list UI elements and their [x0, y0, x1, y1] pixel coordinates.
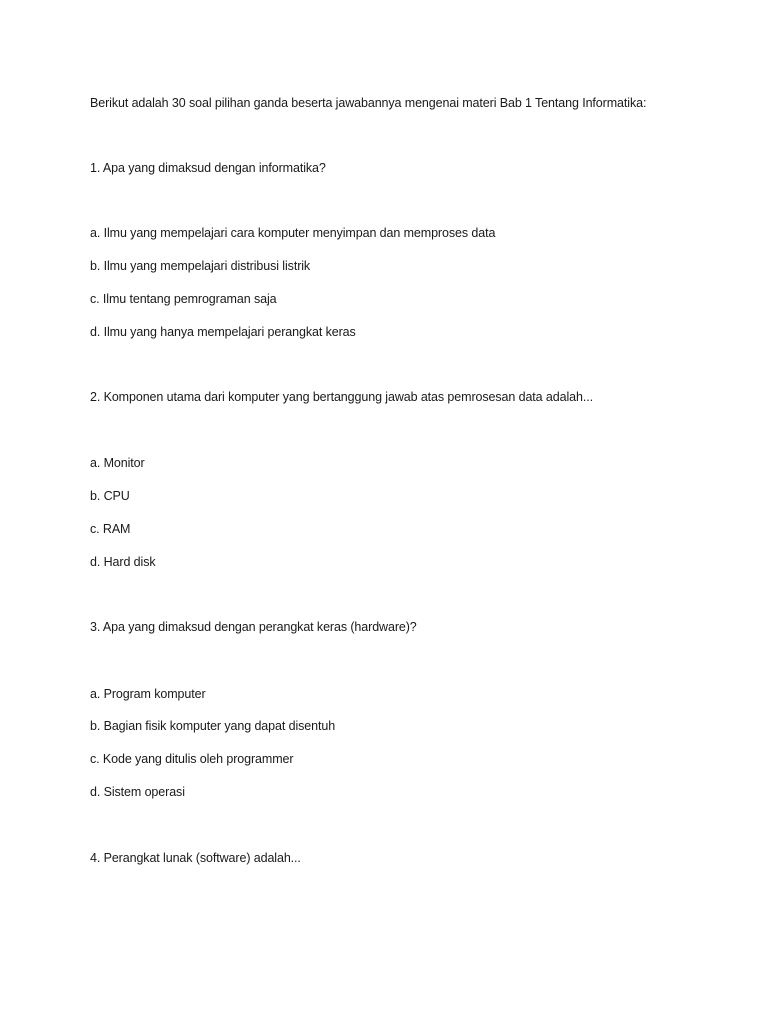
question-1-option-c: c. Ilmu tentang pemrograman saja [90, 292, 277, 306]
question-1-text: 1. Apa yang dimaksud dengan informatika? [90, 161, 326, 175]
question-3-option-d: d. Sistem operasi [90, 785, 185, 799]
question-2-option-b: b. CPU [90, 489, 130, 503]
question-3-option-c: c. Kode yang ditulis oleh programmer [90, 752, 294, 766]
question-3-option-a: a. Program komputer [90, 687, 206, 701]
question-3-text: 3. Apa yang dimaksud dengan perangkat keras (hardware)? [90, 620, 417, 634]
question-1-option-d: d. Ilmu yang hanya mempelajari perangkat keras [90, 325, 356, 339]
question-2-option-a: a. Monitor [90, 456, 145, 470]
question-2-option-d: d. Hard disk [90, 555, 156, 569]
question-1-option-a: a. Ilmu yang mempelajari cara komputer menyimpan dan memproses data [90, 226, 496, 240]
question-2-text: 2. Komponen utama dari komputer yang bertanggung jawab atas pemrosesan data adalah... [90, 390, 593, 404]
question-3-option-b: b. Bagian fisik komputer yang dapat disentuh [90, 719, 336, 733]
question-2-option-c: c. RAM [90, 522, 131, 536]
intro-text: Berikut adalah 30 soal pilihan ganda beserta jawabannya mengenai materi Bab 1 Tentang Informatika: [90, 96, 647, 110]
question-1-option-b: b. Ilmu yang mempelajari distribusi listrik [90, 259, 311, 273]
question-4-text: 4. Perangkat lunak (software) adalah... [90, 851, 301, 865]
